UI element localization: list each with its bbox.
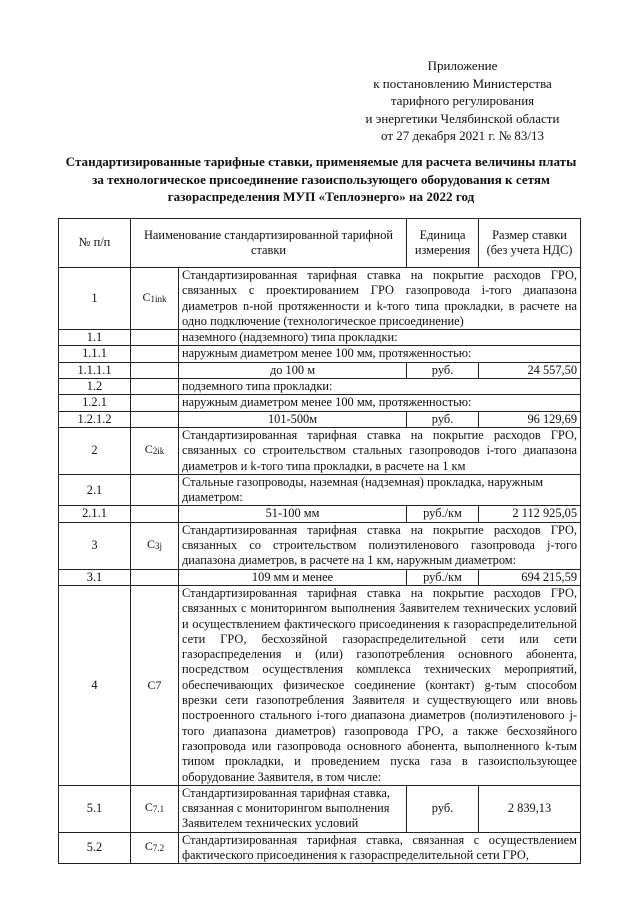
row-rate: 694 215,59 xyxy=(479,569,581,585)
row-code-empty xyxy=(131,474,179,506)
row-num: 1.1.1 xyxy=(59,346,131,362)
row-code-empty xyxy=(131,346,179,362)
table-row xyxy=(59,832,581,864)
table-row xyxy=(59,379,581,395)
row-unit: руб./км xyxy=(407,569,479,585)
row-text: наземного (надземного) типа прокладки: xyxy=(179,330,581,346)
row-num: 1.1.1.1 xyxy=(59,362,131,378)
row-unit: руб./км xyxy=(407,506,479,522)
row-code: $C_{2ik}$ xyxy=(131,427,179,474)
document-title xyxy=(60,153,582,206)
row-text: Стандартизированная тарифная ставка, связанная с мониторингом выполнения Заявителем технических условий xyxy=(179,785,407,832)
title-line: за технологическое присоединение газоиспользующего оборудования к сетям xyxy=(92,171,550,187)
row-code-empty xyxy=(131,395,179,411)
row-unit: руб. xyxy=(407,411,479,427)
row-num: 2 xyxy=(59,427,131,474)
header-num: № п/п xyxy=(59,219,131,268)
table-row xyxy=(59,506,581,522)
row-text: 109 мм и менее xyxy=(179,569,407,585)
row-text: Стандартизированная тарифная ставка на покрытие расходов ГРО, связанных с мониторингом выполнения Заявителем технических условий и осуществлением фактического присоединения к газораспределительной сети ГРО, бесхозяйной газораспределительной сети или сети газораспределения и (или) газопотребления основного абонента, посредством осуществления комплекса технических мероприятий, обеспечивающих физическое соединение (контакт) g-тым способом врезки сети газопотребления Заявителя и существующего или вновь построенного стального i-того диапазона диаметров (полиэтиленового j-того диапазона диаметров) газопровода ГРО, а также бесхозяйного газопровода или газопровода основного абонента, выполненного k-тым типом прокладки, и проведением пуска газа в газоиспользующее оборудование Заявителя, в том числе: xyxy=(179,585,581,785)
row-num: 5.1 xyxy=(59,785,131,832)
appendix-header xyxy=(330,57,595,145)
table-row xyxy=(59,330,581,346)
table-row xyxy=(59,522,581,569)
table-row xyxy=(59,427,581,474)
row-text: 51-100 мм xyxy=(179,506,407,522)
row-num: 2.1 xyxy=(59,474,131,506)
row-code-empty xyxy=(131,569,179,585)
row-num: 5.2 xyxy=(59,832,131,864)
appendix-line: и энергетики Челябинской области xyxy=(365,110,560,126)
table-row xyxy=(59,785,581,832)
row-text: Стандартизированная тарифная ставка, связанная с осуществлением фактического присоединения к газораспределительной сети ГРО, xyxy=(179,832,581,864)
row-text: Стандартизированная тарифная ставка на покрытие расходов ГРО, связанных со строительством полиэтиленового газопровода j-того диапазона диаметров, в расчете на 1 км, наружным диаметром: xyxy=(179,522,581,569)
row-text: Стандартизированная тарифная ставка на покрытие расходов ГРО, связанных с проектированием ГРО газопровода i-того диапазона диаметров n-ной протяженности и k-того типа прокладки, в расчете на одно подключение (технологическое присоединение) xyxy=(179,268,581,330)
appendix-line: к постановлению Министерства xyxy=(373,75,552,91)
row-unit: руб. xyxy=(407,362,479,378)
row-code-empty xyxy=(131,506,179,522)
row-num: 1.2 xyxy=(59,379,131,395)
table-row xyxy=(59,474,581,506)
row-num: 4 xyxy=(59,585,131,785)
table-row xyxy=(59,585,581,785)
table-row xyxy=(59,395,581,411)
row-rate: 2 839,13 xyxy=(479,785,581,832)
appendix-line: Приложение xyxy=(427,58,498,73)
table-row xyxy=(59,569,581,585)
row-unit: руб. xyxy=(407,785,479,832)
header-rate: Размер ставки (без учета НДС) xyxy=(479,219,581,268)
title-line: газораспределения МУП «Теплоэнерго» на 2022 год xyxy=(167,189,475,204)
table-row xyxy=(59,362,581,378)
row-rate: 24 557,50 xyxy=(479,362,581,378)
row-code: $C_{7.1}$ xyxy=(131,785,179,832)
row-num: 1.1 xyxy=(59,330,131,346)
row-text: Стальные газопроводы, наземная (надземная) прокладка, наружным диаметром: xyxy=(179,474,581,506)
row-num: 2.1.1 xyxy=(59,506,131,522)
row-text: 101-500м xyxy=(179,411,407,427)
table-row xyxy=(59,268,581,330)
row-text: подземного типа прокладки: xyxy=(179,379,581,395)
row-rate: 2 112 925,05 xyxy=(479,506,581,522)
row-text: наружным диаметром менее 100 мм, протяженностью: xyxy=(179,395,581,411)
appendix-line: от 27 декабря 2021 г. № 83/13 xyxy=(380,128,544,144)
row-code: $C_{3j}$ xyxy=(131,522,179,569)
row-code-empty xyxy=(131,330,179,346)
row-num: 1.2.1.2 xyxy=(59,411,131,427)
header-name: Наименование стандартизированной тарифной ставки xyxy=(131,219,407,268)
header-unit: Единица измерения xyxy=(407,219,479,268)
row-text: наружным диаметром менее 100 мм, протяженностью: xyxy=(179,346,581,362)
row-rate: 96 129,69 xyxy=(479,411,581,427)
row-num: 3 xyxy=(59,522,131,569)
row-code-empty xyxy=(131,379,179,395)
row-code-empty xyxy=(131,362,179,378)
row-num: 1 xyxy=(59,268,131,330)
tariff-table xyxy=(58,218,581,864)
table-header-row xyxy=(59,219,581,268)
row-code-empty xyxy=(131,411,179,427)
appendix-line: тарифного регулирования xyxy=(390,93,535,109)
title-line: Стандартизированные тарифные ставки, применяемые для расчета величины платы xyxy=(65,154,577,169)
row-code: $C_{1ink}$ xyxy=(131,268,179,330)
table-row xyxy=(59,411,581,427)
table-row xyxy=(59,346,581,362)
row-num: 1.2.1 xyxy=(59,395,131,411)
row-text: Стандартизированная тарифная ставка на покрытие расходов ГРО, связанных со строительством стальных газопроводов i-того диапазона диаметров и k-того типа прокладки, в расчете на 1 км xyxy=(179,427,581,474)
row-num: 3.1 xyxy=(59,569,131,585)
row-text: до 100 м xyxy=(179,362,407,378)
row-code: $C_{7.2}$ xyxy=(131,832,179,864)
row-code: C7 xyxy=(131,585,179,785)
